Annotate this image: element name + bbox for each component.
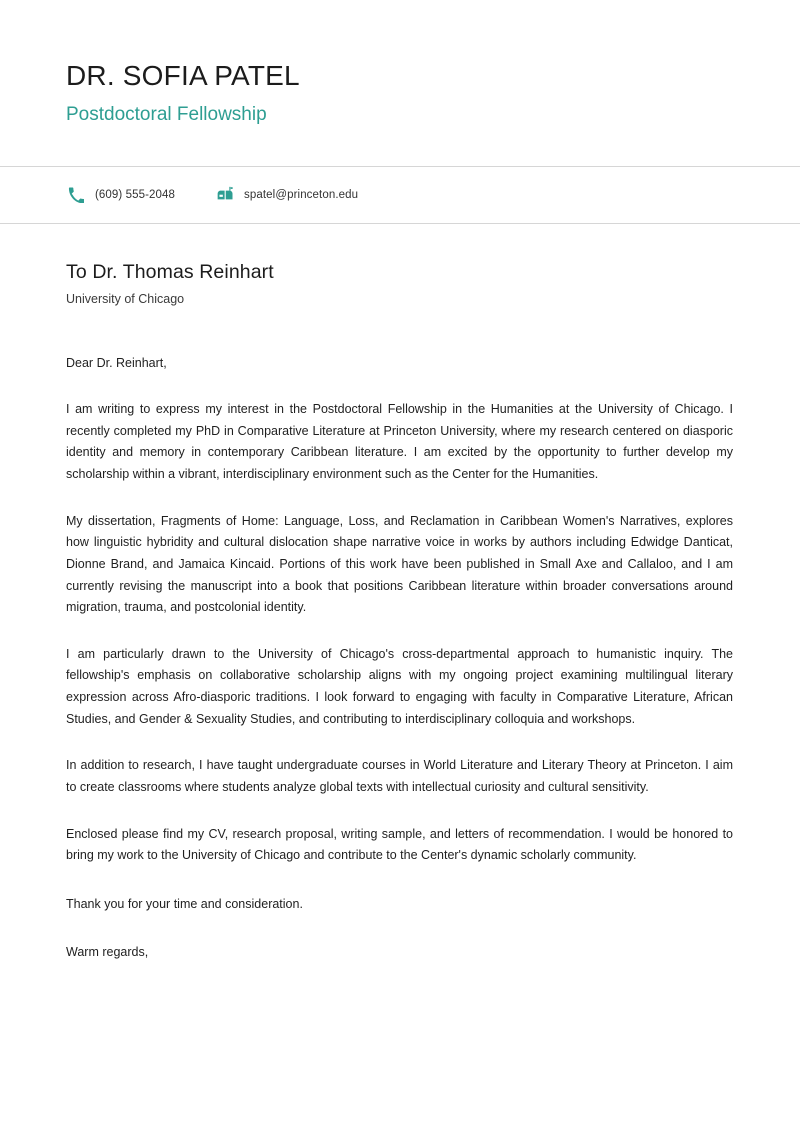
salutation: Dear Dr. Reinhart, (66, 355, 167, 370)
contact-phone[interactable] (66, 185, 175, 205)
letter-body (0, 224, 800, 963)
recipient-organization: University of Chicago (66, 291, 185, 306)
phone-icon (66, 185, 86, 205)
contact-email[interactable] (215, 185, 358, 205)
applicant-name: DR. SOFIA PATEL (66, 60, 300, 91)
thank-you-line: Thank you for your time and consideration. (66, 896, 303, 911)
mailbox-icon (215, 185, 235, 205)
letter-paragraph-2: My dissertation, Fragments of Home: Language, Loss, and Reclamation in Caribbean Women's Narratives, explores how linguistic hybridity and cultural dislocation shape narrative voice in works by authors including Edwidge Danticat, Dionne Brand, and Jamaica Kincaid. Portions of this work have been published in Small Axe and Callaloo, and I am currently revising the manuscript into a book that positions Caribbean literature within broader conversations around migration, trauma, and postcolonial identity. (66, 513, 733, 615)
contact-bar (0, 167, 800, 223)
sign-off: Warm regards, (66, 945, 149, 960)
letter-paragraph-5: Enclosed please find my CV, research proposal, writing sample, and letters of recommendation. I would be honored to bring my work to the University of Chicago and contribute to the Center's dynamic scholarly community. (66, 826, 733, 863)
recipient-name: To Dr. Thomas Reinhart (66, 260, 274, 283)
letter-paragraph-1: I am writing to express my interest in the Postdoctoral Fellowship in the Humanities at the University of Chicago. I recently completed my PhD in Comparative Literature at Princeton University, where my research centered on diasporic identity and memory in contemporary Caribbean literature. I am excited by the opportunity to further develop my scholarship within a vibrant, interdisciplinary environment such as the Center for the Humanities. (66, 402, 733, 482)
email-address: spatel@princeton.edu (244, 188, 359, 201)
phone-number: (609) 555-2048 (95, 188, 176, 201)
letter-paragraph-3: I am particularly drawn to the University of Chicago's cross-departmental approach to humanistic inquiry. The fellowship's emphasis on collaborative scholarship aligns with my ongoing project examining multilingual literary expression across Afro-diasporic traditions. I look forward to engaging with faculty in Comparative Literature, African Studies, and Gender & Sexuality Studies, and contributing to interdisciplinary colloquia and workshops. (66, 646, 733, 726)
letter-header (0, 0, 800, 127)
letter-paragraph-4: In addition to research, I have taught undergraduate courses in World Literature and Literary Theory at Princeton. I aim to create classrooms where students analyze global texts with intellectual curiosity and cultural sensitivity. (66, 758, 733, 794)
applicant-subtitle: Postdoctoral Fellowship (66, 104, 267, 126)
